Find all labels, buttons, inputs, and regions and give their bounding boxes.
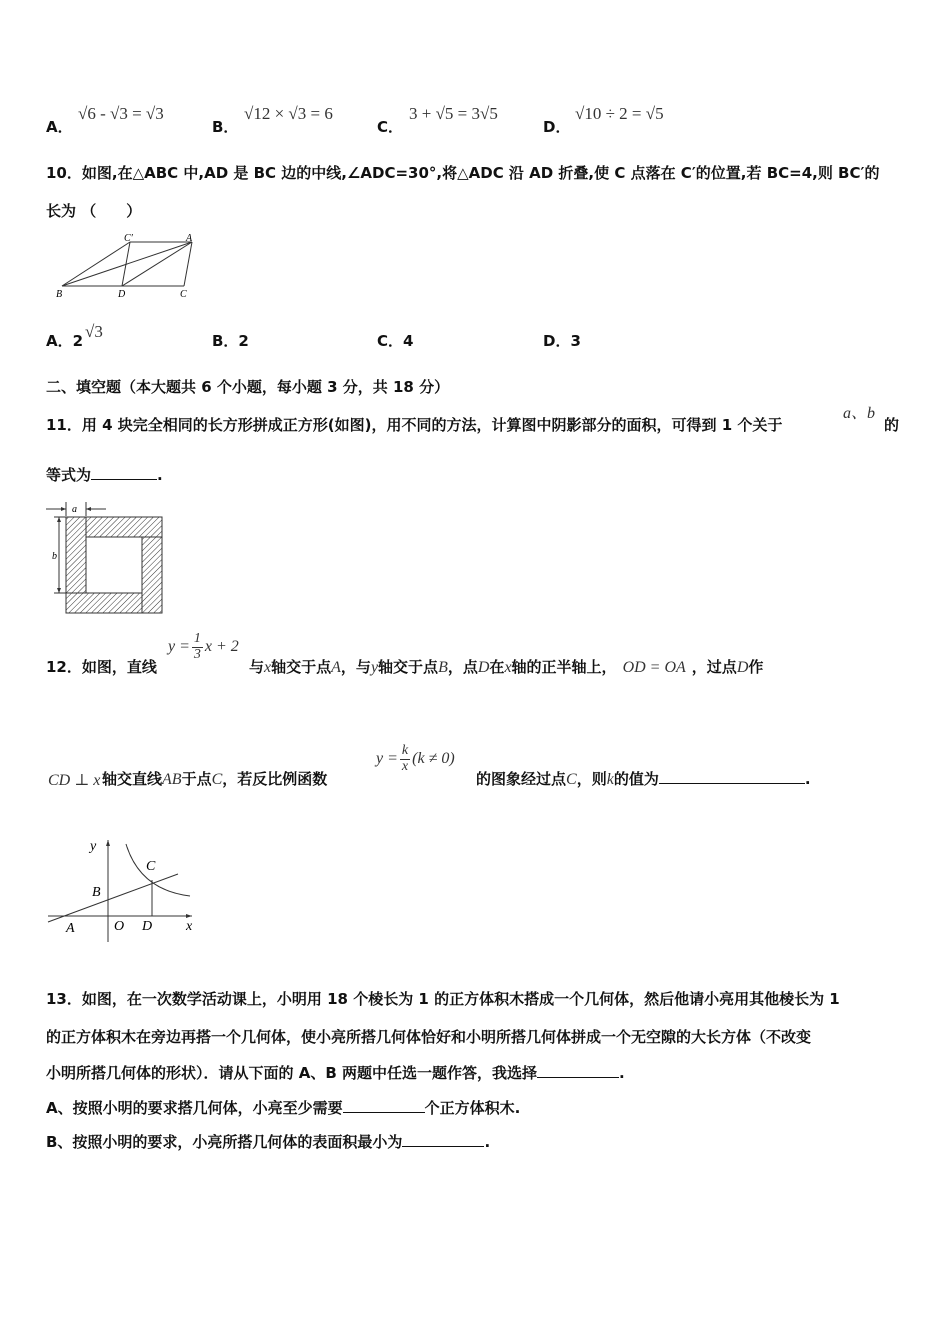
q13-a-answer-blank[interactable] (343, 1112, 425, 1113)
q12-line-equation: y = $\frac{1}{3}$ x + 2 (168, 631, 239, 662)
section-heading-fill-blank: 二、填空题（本大题共 6 个小题，每小题 3 分，共 18 分） (46, 378, 450, 396)
q12-text-intro: 12．如图，直线 (46, 658, 157, 676)
q13-text-line3: 小明所搭几何体的形状）．请从下面的 A、B 两题中任选一题作答，我选择 . (46, 1064, 625, 1082)
q10-figure (52, 232, 232, 302)
q11-figure (42, 498, 172, 616)
q10-label-d: D (118, 289, 126, 300)
q10-label-c-prime: C′ (124, 233, 133, 244)
q10-option-b: B．2 (212, 332, 249, 350)
q12-label-o: O (114, 919, 125, 934)
q12-label-c: C (146, 859, 156, 874)
q10-option-a: A．2 √3 (46, 322, 103, 350)
q10-label-c: C (180, 289, 187, 300)
q11-text-line2: 等式为 . (46, 466, 163, 484)
q12-label-a: A (66, 921, 75, 936)
q11-label-b: b (52, 551, 57, 562)
q12-label-y: y (90, 839, 97, 854)
q10-option-c: C．4 (377, 332, 414, 350)
q9-option-c-expr: 3 + √5 = 3√5 (409, 104, 498, 123)
q11-label-a: a (72, 504, 77, 515)
q11-answer-blank[interactable] (91, 479, 157, 480)
q13-text-line1: 13．如图，在一次数学活动课上，小明用 18 个棱长为 1 的正方体积木搭成一个几何体，然后他请小亮用其他棱长为 1 (46, 990, 840, 1008)
q12-rf-numerator: k (401, 743, 409, 758)
q13-b-answer-blank[interactable] (402, 1146, 484, 1147)
q9-option-b-expr: √12 × √3 = 6 (244, 104, 333, 123)
q12-rf-denominator: x (401, 758, 409, 774)
q9-option-c-label: C． (377, 118, 404, 136)
q12-label-d: D (142, 919, 153, 934)
q12-text-line2-end: 的图象经过点C，则k的值为 . (476, 770, 811, 788)
q11-text-line1: 11．用 4 块完全相同的长方形拼成正方形(如图)，用不同的方法，计算图中阴影部分的面积，可得到 1 个关于 (46, 416, 783, 434)
q10-option-d: D．3 (543, 332, 581, 350)
q10-label-b: B (56, 289, 63, 300)
q12-eq-denominator: 3 (193, 646, 201, 662)
q12-answer-blank[interactable] (659, 783, 805, 784)
q12-label-x: x (186, 919, 193, 934)
q12-eq-numerator: 1 (193, 631, 201, 646)
q9-option-b-label: B． (212, 118, 239, 136)
q9-option-a-expr: √6 - √3 = √3 (78, 104, 164, 123)
q10-text-line1: 10．如图,在△ABC 中,AD 是 BC 边的中线,∠ADC=30°,将△ADC 沿 AD 折叠,使 C 点落在 C′的位置,若 BC=4,则 BC′的 (46, 164, 880, 182)
q13-option-a: A、按照小明的要求搭几何体，小亮至少需要 个正方体积木. (46, 1099, 521, 1117)
q9-option-a-label: A． (46, 118, 73, 136)
q10-text-line2: 长为 （ ） (46, 202, 142, 220)
q12-figure (44, 832, 204, 944)
q13-option-b: B、按照小明的要求，小亮所搭几何体的表面积最小为 . (46, 1133, 491, 1151)
q11-vars: a、b (843, 405, 876, 422)
q9-option-d-expr: √10 ÷ 2 = √5 (575, 104, 664, 123)
q12-reciprocal-function: y = $\frac{k}{x}$ (k ≠ 0) (376, 743, 455, 774)
q12-text-line1-rest: 与x轴交于点A，与y轴交于点B，点D在x轴的正半轴上， OD = OA ，过点D作 (249, 658, 764, 676)
q10-label-a: A (186, 233, 193, 244)
q12-text-line2: 轴交直线AB于点C，若反比例函数 (102, 770, 328, 788)
q11-text-de: 的 (884, 416, 900, 434)
q12-cd-perp: CD ⊥ x (48, 772, 101, 789)
q13-text-line2: 的正方体积木在旁边再搭一个几何体，使小亮所搭几何体恰好和小明所搭几何体拼成一个无空隙的大长方体（不改变 (46, 1028, 812, 1046)
q12-label-b: B (92, 885, 101, 900)
q10-option-a-expr: √3 (85, 322, 103, 341)
q13-choice-blank[interactable] (537, 1077, 619, 1078)
q9-option-d-label: D． (543, 118, 571, 136)
